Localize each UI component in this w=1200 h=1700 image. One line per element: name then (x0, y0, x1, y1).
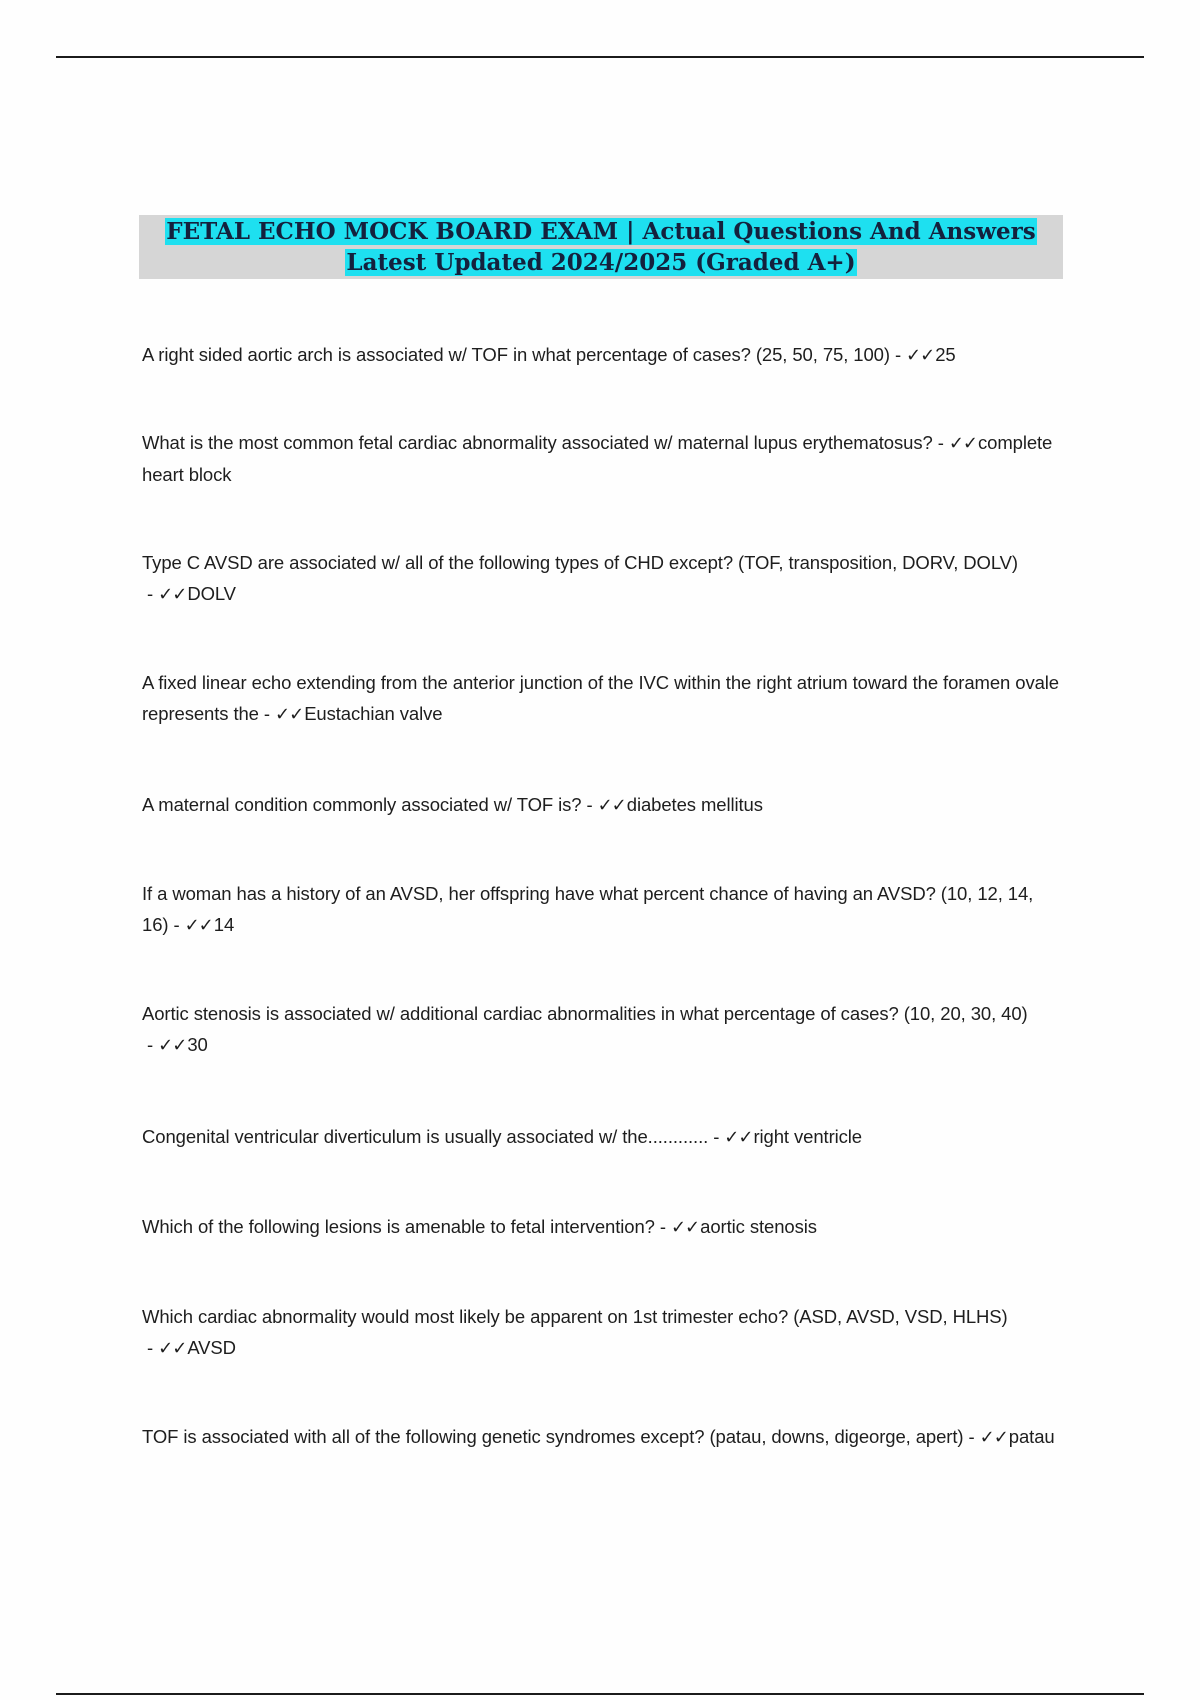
question-text: TOF is associated with all of the following genetic syndromes except? (patau, downs, digeorge, apert) (142, 1426, 964, 1447)
question-text: A right sided aortic arch is associated w/ TOF in what percentage of cases? (25, 50, 75, 100) (142, 344, 890, 365)
double-check-icon: ✓✓ (158, 1035, 187, 1056)
qa-item (142, 789, 1062, 821)
answer-text: complete heart block (142, 432, 1053, 485)
answer-text: 30 (187, 1034, 208, 1055)
qa-item (142, 339, 1062, 371)
answer-text: Eustachian valve (304, 703, 443, 724)
answer-text: 25 (935, 344, 956, 365)
separator: - (889, 344, 907, 365)
question-text: Aortic stenosis is associated w/ additional cardiac abnormalities in what percentage of cases? (10, 20, 30, 40) (142, 1003, 1028, 1024)
qa-item (142, 1211, 1062, 1243)
question-text: A fixed linear echo extending from the anterior junction of the IVC within the right atrium toward the foramen ovale represents the (142, 672, 1059, 724)
separator: - (654, 1216, 671, 1237)
double-check-icon: ✓✓ (724, 1127, 753, 1148)
answer-text: aortic stenosis (700, 1216, 817, 1237)
separator: - (963, 1426, 980, 1447)
separator: - (932, 432, 949, 453)
double-check-icon: ✓✓ (158, 1338, 187, 1359)
double-check-icon: ✓✓ (184, 915, 213, 936)
top-rule (56, 56, 1144, 58)
separator: - (168, 914, 185, 935)
double-check-icon: ✓✓ (906, 345, 935, 366)
question-text: Which of the following lesions is amenable to fetal intervention? (142, 1216, 655, 1237)
qa-item (142, 1301, 1062, 1364)
document-title (139, 215, 1063, 279)
qa-item (142, 1421, 1062, 1453)
double-check-icon: ✓✓ (597, 795, 626, 816)
double-check-icon: ✓✓ (948, 433, 977, 454)
qa-item (142, 667, 1062, 730)
separator: - (258, 703, 276, 724)
separator: - (142, 1337, 159, 1358)
separator: - (142, 1034, 159, 1055)
double-check-icon: ✓✓ (670, 1217, 700, 1238)
question-text: Type C AVSD are associated w/ all of the following types of CHD except? (TOF, transposition, DORV, DOLV) (142, 552, 1018, 573)
qa-item (142, 878, 1062, 941)
title-line-2: Latest Updated 2024/2025 (Graded A+) (346, 249, 856, 276)
answer-text: 14 (213, 914, 235, 935)
qa-item (142, 427, 1062, 490)
answer-text: right ventricle (753, 1126, 862, 1147)
question-text: If a woman has a history of an AVSD, her offspring have what percent chance of having an AVSD? (10, 12, 14, 16) (142, 883, 1034, 935)
double-check-icon: ✓✓ (979, 1427, 1008, 1448)
separator: - (708, 1126, 725, 1147)
answer-text: diabetes mellitus (626, 794, 763, 815)
separator: - (581, 794, 598, 815)
bottom-rule (56, 1693, 1144, 1695)
qa-item (142, 998, 1062, 1061)
double-check-icon: ✓✓ (275, 704, 304, 725)
question-text: What is the most common fetal cardiac abnormality associated w/ maternal lupus erythematosus? (142, 432, 933, 453)
answer-text: patau (1008, 1426, 1055, 1447)
title-line-1: FETAL ECHO MOCK BOARD EXAM | Actual Questions And Answers (166, 218, 1036, 245)
separator: - (142, 583, 159, 604)
question-text: Congenital ventricular diverticulum is usually associated w/ the............ (142, 1126, 709, 1147)
answer-text: DOLV (187, 583, 236, 604)
answer-text: AVSD (187, 1337, 236, 1358)
qa-item (142, 1121, 1062, 1153)
question-text: Which cardiac abnormality would most likely be apparent on 1st trimester echo? (ASD, AVSD, VSD, HLHS) (142, 1306, 1008, 1327)
qa-item (142, 547, 1062, 610)
double-check-icon: ✓✓ (158, 584, 187, 605)
question-text: A maternal condition commonly associated w/ TOF is? (142, 794, 582, 815)
